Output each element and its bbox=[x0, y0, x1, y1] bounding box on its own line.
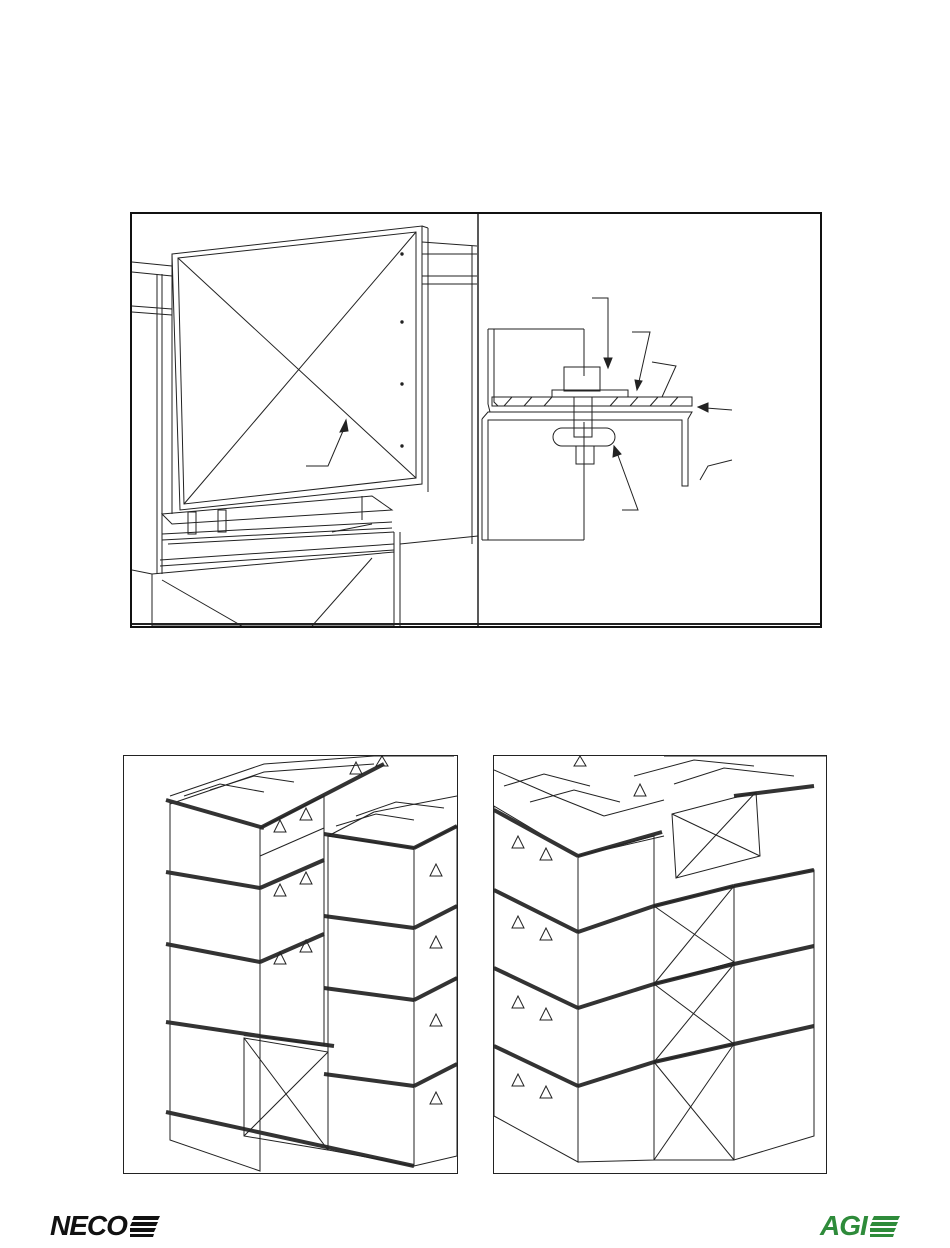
isometric-door-panel bbox=[132, 214, 820, 626]
top-figure bbox=[130, 212, 822, 628]
stacked-modules-right-drawing bbox=[494, 756, 826, 1173]
agi-logo-text: AGI bbox=[820, 1210, 867, 1241]
neco-logo bbox=[50, 1210, 160, 1242]
neco-stripes-icon bbox=[130, 1215, 160, 1237]
agi-stripes-icon bbox=[870, 1215, 900, 1237]
bottom-right-figure bbox=[493, 755, 827, 1174]
triangle-markers-right bbox=[512, 756, 646, 1098]
top-figure-drawing bbox=[132, 214, 820, 626]
neco-logo-text: NECO bbox=[50, 1210, 127, 1241]
bottom-left-figure bbox=[123, 755, 458, 1174]
bolt-section-detail bbox=[482, 298, 732, 540]
stacked-modules-left-drawing bbox=[124, 756, 457, 1173]
agi-logo bbox=[820, 1210, 900, 1242]
